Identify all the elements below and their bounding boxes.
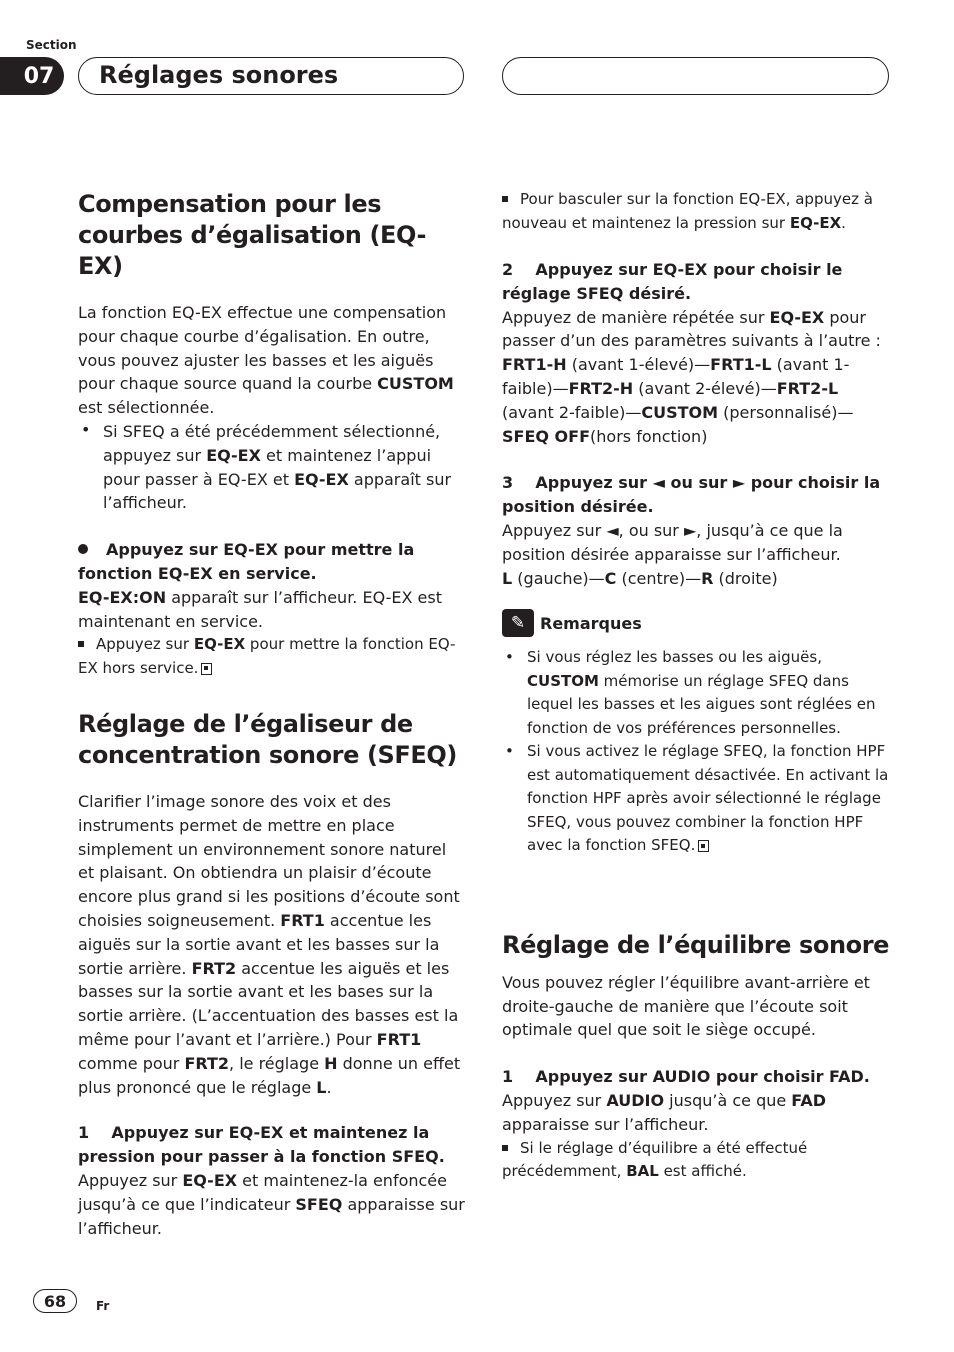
bold-term: FRT2	[191, 958, 237, 978]
section-title: Réglages sonores	[99, 61, 339, 89]
note-text-content: Si vous activez le réglage SFEQ, la fonction HPF est automatiquement désactivée. En activant la fonction HPF après avoir sélectionné le réglage SFEQ, vous pouvez combiner la fonction HPF avec la fonction SFEQ.	[527, 742, 889, 855]
bold-term: EQ-EX	[789, 213, 842, 232]
bold-term: FRT1-H	[502, 355, 567, 375]
bullet-marker: •	[81, 419, 91, 439]
step2-text: Appuyez sur EQ-EX pour choisir le réglage SFEQ désiré.	[502, 260, 843, 303]
step2	[502, 258, 890, 306]
bold-term: EQ-EX	[182, 1170, 238, 1190]
bold-term: CUSTOM	[527, 671, 599, 690]
step3-values: L (gauche)—C (centre)—R (droite)	[502, 568, 778, 588]
note-text	[527, 740, 890, 858]
square-bullet-icon	[78, 641, 84, 647]
square-bullet-icon	[502, 1145, 508, 1151]
eqex-step-body: EQ-EX:ON apparaît sur l’afficheur. EQ-EX est maintenant en service.	[78, 587, 442, 631]
notes-title: Remarques	[540, 613, 642, 633]
balance-step1-body: Appuyez sur AUDIO jusqu’à ce que FAD apparaisse sur l’afficheur.	[502, 1091, 827, 1134]
bold-term: L	[316, 1077, 327, 1097]
eqex-step	[78, 538, 466, 586]
eqex-note	[78, 420, 466, 515]
bullet-marker: •	[505, 742, 514, 761]
sfeq-section	[78, 709, 466, 1240]
bold-term: FRT1	[280, 910, 325, 930]
bold-term: EQ-EX	[206, 445, 261, 465]
language-label: Fr	[96, 1299, 110, 1313]
section-number-badge: 07	[0, 57, 64, 95]
note-text: Si vous réglez les basses ou les aiguës, CUSTOM mémorise un réglage SFEQ dans lequel les basses et les aigues sont réglées en fonction de vos préférences personnelles.	[527, 648, 876, 737]
balance-intro: Vous pouvez régler l’équilibre avant-arrière et droite-gauche de manière que l’écoute soit optimale quel que soit le siège occupé.	[502, 972, 870, 1040]
bold-term: FRT2-H	[568, 378, 634, 398]
bold-term: L	[502, 568, 513, 588]
note-item	[502, 646, 890, 740]
bullet-marker: •	[505, 648, 514, 667]
sfeq-step1	[78, 1121, 466, 1169]
bold-term: FRT2	[184, 1053, 230, 1073]
section-title-box	[78, 57, 464, 95]
end-mark-icon	[201, 663, 212, 675]
sfeq-heading: Réglage de l’égaliseur de concentration sonore (SFEQ)	[78, 710, 457, 769]
bold-term: AUDIO	[606, 1091, 665, 1111]
balance-step1	[502, 1065, 890, 1089]
step3	[502, 471, 890, 519]
balance-heading: Réglage de l’équilibre sonore	[502, 930, 890, 959]
eqex-intro: La fonction EQ-EX effectue une compensation pour chaque courbe d’égalisation. En outre, vous pouvez ajuster les basses et les aiguës pour chaque source quand la courbe CUSTOM est sélectionnée.	[78, 303, 454, 418]
end-mark-icon	[698, 840, 709, 852]
bold-term: CUSTOM	[641, 402, 719, 422]
bold-term: FRT1	[376, 1029, 422, 1049]
sfeq-step1-body: Appuyez sur EQ-EX et maintenez-la enfoncée jusqu’à ce que l’indicateur SFEQ apparaisse sur l’afficheur.	[78, 1170, 465, 1238]
step-number: 1	[502, 1067, 514, 1087]
section-label: Section	[26, 38, 77, 52]
notes-header	[502, 609, 890, 637]
bold-term: EQ-EX	[193, 635, 246, 654]
step3-text: Appuyez sur ◄ ou sur ► pour choisir la position désirée.	[502, 473, 881, 517]
balance-tip-text: Si le réglage d’équilibre a été effectué précédemment, BAL est affiché.	[502, 1138, 808, 1181]
step2-body: Appuyez de manière répétée sur EQ-EX pour passer d’un des paramètres suivants à l’autre : FRT1-H (avant 1-élevé)—FRT1-L (avant 1-faible)—FRT2-H (avant 2-élevé)—FRT2-L (avant 2-faible)—CUSTOM (personnalisé)—SFEQ OFF(hors fonction)	[502, 307, 881, 446]
sfeq-tip-text: Pour basculer sur la fonction EQ-EX, appuyez à nouveau et maintenez la pression sur EQ-EX.	[502, 190, 873, 232]
step-dot-icon	[78, 544, 88, 554]
notes-list	[502, 646, 890, 858]
bold-term: SFEQ OFF	[502, 426, 591, 446]
sfeq-step1-text: Appuyez sur EQ-EX et maintenez la pression pour passer à la fonction SFEQ.	[78, 1123, 445, 1167]
eqex-section	[78, 189, 466, 680]
eqex-tip	[78, 633, 466, 680]
bold-term: FRT2-L	[776, 378, 839, 398]
bold-term: SFEQ	[295, 1194, 343, 1214]
bold-term: FRT1-L	[710, 355, 772, 375]
note-item	[502, 740, 890, 858]
header-empty-box	[502, 57, 889, 95]
balance-tip	[502, 1137, 890, 1184]
step3-body: Appuyez sur ◄, ou sur ►, jusqu’à ce que la position désirée apparaisse sur l’afficheur.	[502, 520, 843, 564]
page-number: 68	[33, 1289, 77, 1313]
bold-term: EQ-EX	[294, 469, 349, 489]
bold-term: BAL	[626, 1162, 659, 1181]
square-bullet-icon	[502, 196, 508, 202]
bold-term: FAD	[791, 1091, 827, 1111]
eqex-tip-text: Appuyez sur EQ-EX pour mettre la fonction EQ-EX hors service.	[78, 635, 456, 677]
bold-term: R	[701, 568, 714, 588]
step-number: 2	[502, 260, 514, 279]
bold-term: EQ-EX	[769, 307, 825, 327]
bold-term: CUSTOM	[377, 374, 454, 394]
eqex-heading: Compensation pour les courbes d’égalisation (EQ-EX)	[78, 190, 427, 280]
bold-term: C	[604, 568, 617, 588]
bold-term: EQ-EX:ON	[78, 587, 167, 607]
step-number: 1	[78, 1123, 90, 1143]
eqex-step-text: Appuyez sur EQ-EX pour mettre la fonction EQ-EX en service.	[78, 540, 415, 583]
bold-term: H	[324, 1053, 338, 1073]
right-column	[502, 188, 890, 1184]
sfeq-body: Clarifier l’image sonore des voix et des instruments permet de mettre en place simplement un environnement sonore naturel et plaisant. On obtiendra un plaisir d’écoute encore plus grand si les positions d’écoute sont choisies soigneusement. FRT1 accentue les aiguës sur la sortie avant et les basses sur la sortie arrière. FRT2 accentue les aiguës et les basses sur la sortie avant et les bases sur la sortie arrière. (L’accentuation des basses est la même pour l’avant et l’arrière.) Pour FRT1 comme pour FRT2, le réglage H donne un effet plus prononcé que le réglage L.	[78, 792, 461, 1097]
balance-step1-text: Appuyez sur AUDIO pour choisir FAD.	[535, 1067, 870, 1087]
pencil-icon: ✎	[502, 609, 534, 637]
eqex-note-text: Si SFEQ a été précédemment sélectionné, appuyez sur EQ-EX et maintenez l’appui pour passer à EQ-EX et EQ-EX apparaît sur l’afficheur.	[103, 421, 452, 513]
step-number: 3	[502, 473, 514, 493]
sfeq-tip	[502, 188, 890, 235]
